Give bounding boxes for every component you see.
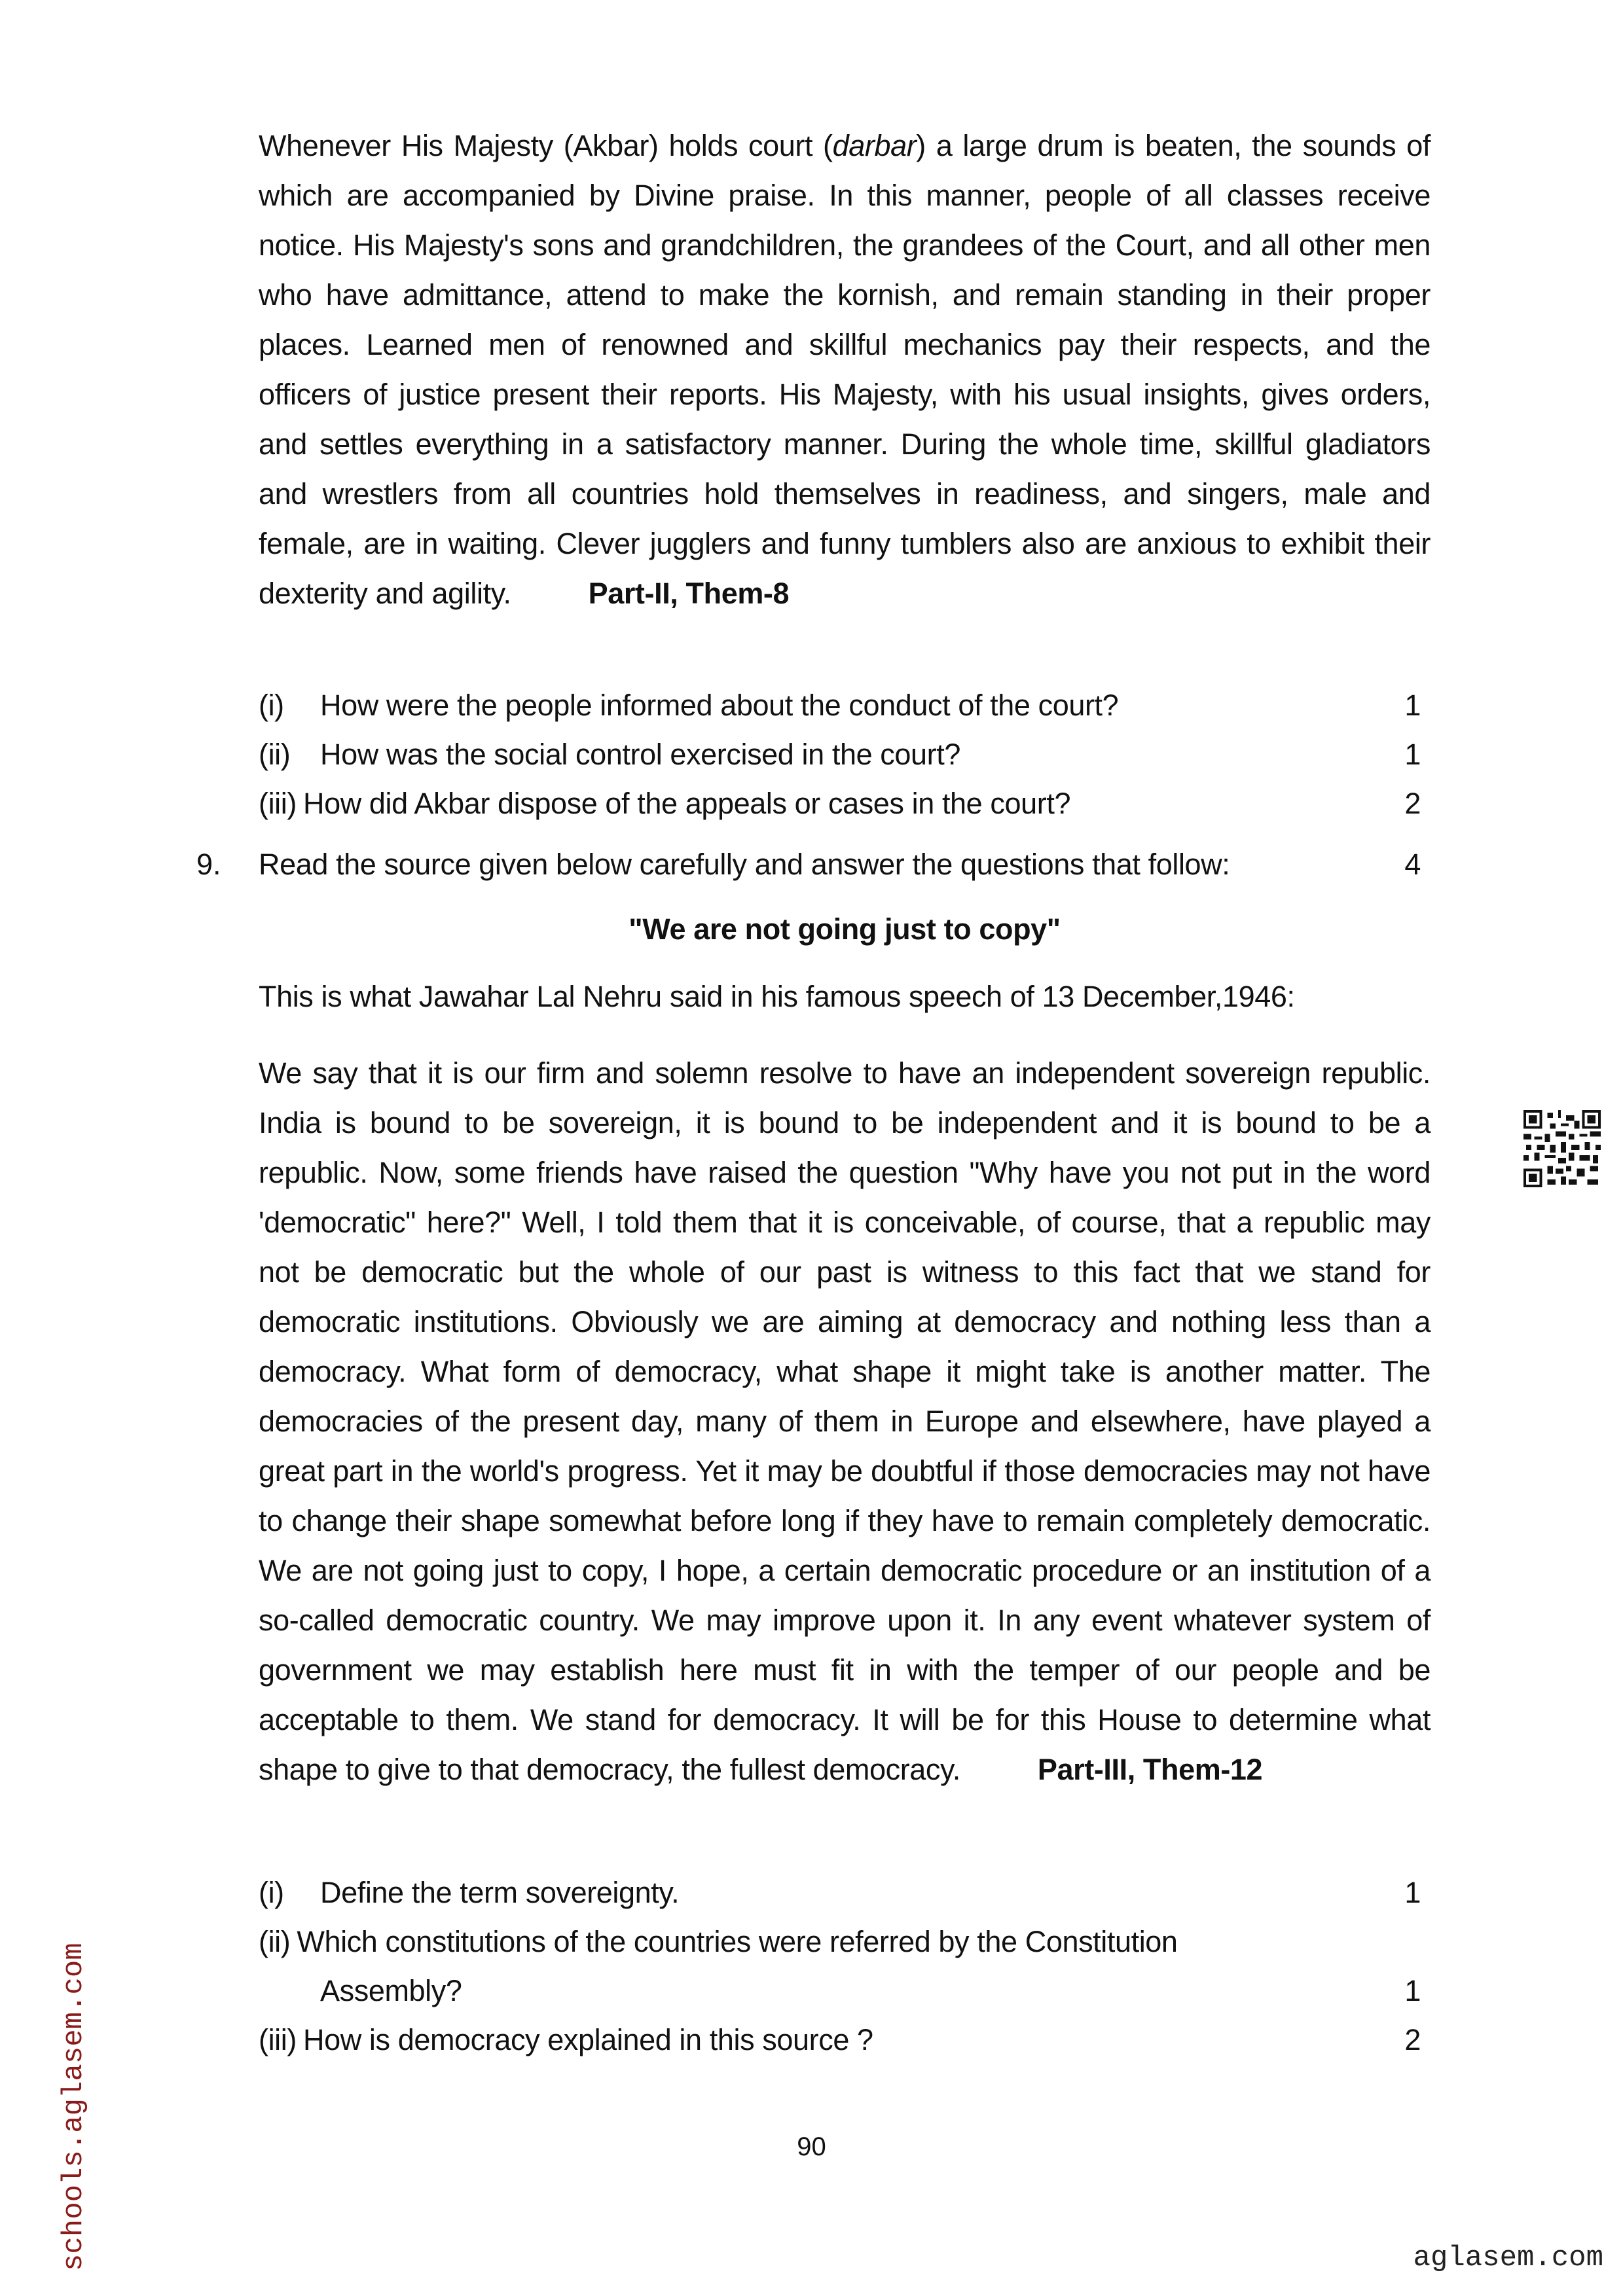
sub-question-label: (iii) bbox=[259, 2023, 297, 2056]
sub-question bbox=[259, 1917, 1431, 1967]
sub-question bbox=[259, 779, 1431, 829]
sub-question-text: How was the social control exercised in the court? bbox=[320, 738, 960, 771]
sub-question-text: How were the people informed about the conduct of the court? bbox=[320, 689, 1119, 722]
sub-question bbox=[259, 681, 1431, 730]
marks: 4 bbox=[1404, 848, 1421, 881]
sub-question-label: (iii) bbox=[259, 787, 297, 820]
question-number: 9. bbox=[196, 848, 221, 881]
sub-question bbox=[259, 730, 1431, 780]
sub-question-text: Which constitutions of the countries were referred by the Constitution bbox=[297, 1925, 1178, 1958]
source-title: "We are not going just to copy" bbox=[629, 912, 1061, 946]
sub-question-continuation bbox=[259, 1966, 1431, 2016]
marks: 2 bbox=[1404, 2023, 1421, 2056]
sub-question-label: (i) bbox=[259, 1876, 284, 1909]
marks: 1 bbox=[1404, 738, 1421, 771]
marks: 2 bbox=[1404, 787, 1421, 820]
sub-question-text: Define the term sovereignty. bbox=[320, 1876, 680, 1909]
question-instruction bbox=[259, 840, 1431, 889]
source-passage-akbar-court bbox=[259, 121, 1431, 619]
source-intro: This is what Jawahar Lal Nehru said in his famous speech of 13 December,1946: bbox=[259, 980, 1295, 1013]
marks: 1 bbox=[1404, 1974, 1421, 2007]
sub-question-label: (ii) bbox=[259, 1925, 291, 1958]
source-reference: Part-II, Them-8 bbox=[588, 577, 790, 610]
source-passage-nehru-speech bbox=[259, 1049, 1431, 1795]
passage-text: We say that it is our firm and solemn resolve to have an independent sovereign republic. India is bound to be sovereign, it is bound to be independent and it is bound to be a republic. Now, some friends have raised the question "Why have you not put in the word 'democratic" here?" Well, I told them that it is conceivable, of course, that a republic may not be democratic but the whole of our past is witness to this fact that we stand for democratic institutions. Obviously we are aiming at democracy and nothing less than a democracy. What form of democracy, what shape it might take is another matter. The democracies of the present day, many of them in Europe and elsewhere, have played a great part in the world's progress. Yet it may be doubtful if those democracies may not have to change their shape somewhat before long if they have to remain completely democratic. We are not going just to copy, I hope, a certain democratic procedure or an institution of a so-called democratic country. We may improve upon it. In any event whatever system of government we may establish here must fit in with the temper of our people and be acceptable to them. We stand for democracy. It will be for this House to determine what shape to give to that democracy, the fullest democracy. bbox=[259, 1056, 1431, 1786]
sub-question bbox=[259, 1868, 1431, 1918]
marks: 1 bbox=[1404, 689, 1421, 722]
page-number: 90 bbox=[797, 2132, 826, 2161]
watermark-footer: aglasem.com bbox=[1413, 2242, 1603, 2274]
instruction-text: Read the source given below carefully and answer the questions that follow: bbox=[259, 848, 1230, 881]
passage-text: Whenever His Majesty (Akbar) holds court ( bbox=[259, 129, 833, 162]
qr-code-icon bbox=[1523, 1110, 1601, 1187]
sub-question-text: How did Akbar dispose of the appeals or cases in the court? bbox=[302, 787, 1071, 820]
sub-question-label: (i) bbox=[259, 689, 284, 722]
watermark-vertical: schools.aglasem.com bbox=[58, 1943, 90, 2271]
source-reference: Part-III, Them-12 bbox=[1037, 1753, 1263, 1786]
sub-question-label: (ii) bbox=[259, 738, 291, 771]
sub-question-text: Assembly? bbox=[320, 1974, 462, 2007]
marks: 1 bbox=[1404, 1876, 1421, 1909]
passage-text: ) a large drum is beaten, the sounds of which are accompanied by Divine praise. In this manner, people of all classes receive notice. His Majesty's sons and grandchildren, the grandees of the Court, and all other men who have admittance, attend to make the kornish, and remain standing in their proper places. Learned men of renowned and skillful mechanics pay their respects, and the officers of justice present their reports. His Majesty, with his usual insights, gives orders, and settles everything in a satisfactory manner. During the whole time, skillful gladiators and wrestlers from all countries hold themselves in readiness, and singers, male and female, are in waiting. Clever jugglers and funny tumblers also are anxious to exhibit their dexterity and agility. bbox=[259, 129, 1431, 610]
italic-term-darbar: darbar bbox=[832, 129, 917, 162]
sub-question bbox=[259, 2015, 1431, 2065]
sub-question-text: How is democracy explained in this source ? bbox=[302, 2023, 873, 2056]
